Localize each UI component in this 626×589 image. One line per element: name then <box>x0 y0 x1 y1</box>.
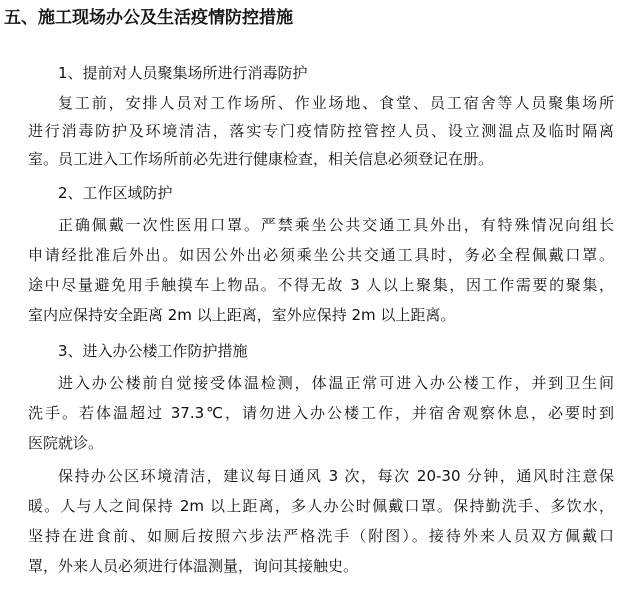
paragraph-line: 暖。人与人之间保持 2m 以上距离，多人办公时佩戴口罩。保持勤洗手、多饮水， <box>28 497 614 515</box>
paragraph-line: 申请经批准后外出。如因公外出必须乘坐公共交通工具时，务必全程佩戴口罩。 <box>28 246 614 264</box>
paragraph-line: 进行消毒防护及环境清洁，落实专门疫情防控管控人员、设立测温点及临时隔离 <box>28 122 614 140</box>
paragraph-line: 室。员工进入工作场所前必先进行健康检查，相关信息必须登记在册。 <box>28 150 494 168</box>
paragraph-line: 复工前，安排人员对工作场所、作业场地、食堂、员工宿舍等人员聚集场所 <box>58 94 614 112</box>
subheading-3: 3、进入办公楼工作防护措施 <box>58 342 248 360</box>
paragraph-line: 保持办公区环境清洁，建议每日通风 3 次，每次 20-30 分钟，通风时注意保 <box>58 467 614 485</box>
paragraph-line: 正确佩戴一次性医用口罩。严禁乘坐公共交通工具外出，有特殊情况向组长 <box>58 216 614 234</box>
paragraph-line: 洗手。若体温超过 37.3℃，请勿进入办公楼工作，并宿舍观察休息，必要时到 <box>28 404 614 422</box>
paragraph-line: 途中尽量避免用手触摸车上物品。不得无故 3 人以上聚集，因工作需要的聚集， <box>28 276 614 294</box>
subheading-2: 2、工作区域防护 <box>58 184 173 202</box>
paragraph-line: 进入办公楼前自觉接受体温检测，体温正常可进入办公楼工作，并到卫生间 <box>58 374 614 392</box>
paragraph-line: 医院就诊。 <box>28 434 104 452</box>
paragraph-line: 坚持在进食前、如厕后按照六步法严格洗手（附图）。接待外来人员双方佩戴口 <box>28 527 614 545</box>
subheading-1: 1、提前对人员聚集场所进行消毒防护 <box>58 64 308 82</box>
section-title: 五、施工现场办公及生活疫情防控措施 <box>4 8 293 28</box>
paragraph-line: 室内应保持安全距离 2m 以上距离，室外应保持 2m 以上距离。 <box>28 306 456 324</box>
paragraph-line: 罩，外来人员必须进行体温测量，询问其接触史。 <box>28 557 359 575</box>
